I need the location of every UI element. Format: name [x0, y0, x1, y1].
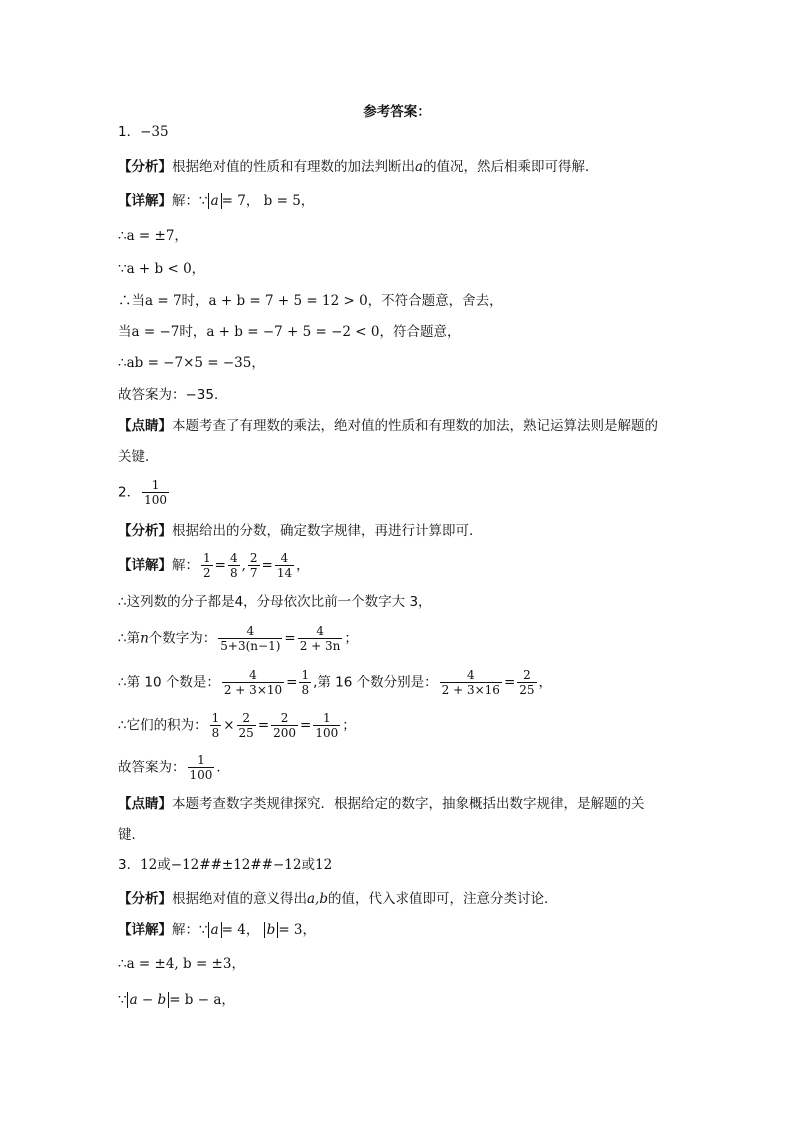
q1-case1-a: ∴当a = 7时， — [118, 293, 209, 309]
q3-line-vals: ∴a = ±4, b = ±3， — [118, 956, 245, 972]
q2-t16-frac-num: 4 — [440, 668, 502, 683]
q3-line-absdiff — [118, 990, 235, 1010]
q1-detail-text: 解：∵ — [172, 193, 208, 209]
q3-detail-tag: 【详解】 — [118, 922, 172, 938]
q2-nth-post: 个数字为： — [148, 630, 217, 647]
q2-product: ∴它们的积为： $\frac{1}{8}$ × $\frac{2}{25}$ = $\frac{2}{200}$ = $\frac{1}{100}$ ； — [118, 711, 356, 740]
q2-prod-frac-3-den: 200 — [273, 726, 297, 740]
q2-t16-frac — [440, 668, 502, 697]
q2-t10-result-den: 8 — [301, 683, 310, 697]
q2-final: 故答案为： $\frac{1}{100}$ ． — [118, 753, 230, 782]
q2-t10-result-num: 1 — [301, 668, 310, 682]
q2-prod-frac-4 — [313, 711, 340, 740]
q1-line-ab: ∴ab = −7×5 = −35， — [118, 355, 265, 371]
q2-frac-2 — [228, 551, 240, 580]
q2-t16-result-num: 2 — [517, 668, 536, 683]
q3-abs-b: b — [264, 922, 279, 938]
q2-frac-2-den: 8 — [229, 566, 238, 580]
q1-analysis-text-post: 的值况，然后相乘即可得解． — [423, 159, 599, 175]
q2-nth-end: ； — [344, 630, 358, 647]
q3-eq4: = 4， — [221, 922, 260, 938]
q2-frac-1 — [201, 551, 213, 580]
q2-analysis-text: 根据给出的分数，确定数字规律，再进行计算即可． — [172, 523, 483, 539]
q2-t16-result-den: 25 — [519, 683, 535, 697]
q3-eq3: = 3， — [278, 922, 317, 938]
q2-detail-tag: 【详解】 — [118, 557, 172, 574]
q3-analysis-text-post: 的值，代入求值即可，注意分类讨论． — [327, 891, 558, 907]
q3-analysis — [118, 889, 557, 909]
q2-prod-frac-4-den: 100 — [315, 726, 339, 740]
q1-detail-intro — [118, 191, 314, 211]
q2-answer-numerator: 1 — [142, 478, 169, 493]
q2-answer-line — [118, 478, 171, 507]
q2-comment-tag: 【点睛】 — [118, 796, 172, 812]
q3-answer-line — [118, 855, 332, 875]
q3-number: 3． — [118, 857, 141, 873]
q1-answer: −35 — [140, 124, 169, 140]
q2-t16-frac-den: 2 + 3×16 — [441, 683, 500, 697]
q1-eq7: = 7， — [221, 193, 260, 209]
q2-nth-frac-2 — [298, 624, 343, 653]
q2-answer-fraction — [142, 478, 169, 507]
q2-t10-frac-den: 2 + 3×10 — [223, 683, 283, 697]
q2-frac-1-num: 1 — [203, 551, 211, 565]
q2-prod-frac-1-num: 1 — [211, 711, 220, 725]
q2-nth-frac-1-den: 5+3(n−1) — [220, 639, 281, 653]
q2-t10-pre: ∴第 10 个数是： — [118, 674, 220, 691]
q2-nth-frac-2-num: 4 — [298, 624, 343, 639]
q2-prod-frac-2-den: 25 — [238, 726, 254, 740]
q2-analysis-tag: 【分析】 — [118, 523, 172, 539]
q2-nth-pre: ∴第 — [118, 630, 141, 647]
q2-frac-1-den: 2 — [203, 566, 211, 580]
q1-analysis-text-pre: 根据绝对值的性质和有理数的加法判断出 — [172, 159, 415, 175]
q2-nth: ∴第n个数字为： $\frac{4}{5+3(n-1)}$ = $\frac{4}{2 + 3n}$ ； — [118, 624, 358, 653]
q3-analysis-var: a,b — [307, 891, 328, 907]
q1-abs-a: a — [208, 193, 222, 209]
q2-final-pre: 故答案为： — [118, 759, 186, 776]
q2-analysis — [118, 521, 483, 541]
q2-final-frac-den: 100 — [189, 768, 213, 782]
q3-detail-text: 解：∵ — [172, 922, 208, 938]
q2-prod-frac-1-den: 8 — [211, 726, 220, 740]
q2-frac-3 — [248, 551, 260, 580]
q3-absdiff-post: = b − a， — [169, 992, 235, 1008]
q1-line-cond: ∵a + b < 0， — [118, 261, 206, 277]
q3-analysis-text-pre: 根据绝对值的意义得出 — [172, 891, 307, 907]
q1-comment-text: 本题考查了有理数的乘法，绝对值的性质和有理数的加法，熟记运算法则是解题的 — [172, 418, 658, 434]
q2-final-frac-num: 1 — [188, 753, 215, 768]
q3-analysis-tag: 【分析】 — [118, 891, 172, 907]
q3-detail-intro — [118, 920, 316, 940]
q2-prod-frac-3-num: 2 — [271, 711, 298, 726]
q2-t16-pre: ,第 16 个数分别是： — [313, 674, 438, 691]
q2-comment-cont: 键． — [118, 827, 145, 843]
q1-detail-tag: 【详解】 — [118, 193, 172, 209]
q1-case2-b: a + b = −7 + 5 = −2 < 0 — [206, 324, 380, 340]
q1-final: 故答案为：−35． — [118, 387, 228, 403]
q1-line-a-pm7: ∴a = ±7， — [118, 228, 188, 244]
q1-line-case1 — [118, 291, 503, 311]
q1-case2-c: ，符合题意， — [379, 324, 461, 340]
q2-t10-frac — [222, 668, 284, 697]
q2-comment-text: 本题考查数字类规律探究．根据给定的数字，抽象概括出数字规律，是解题的关 — [172, 796, 645, 812]
q2-frac-4-den: 14 — [276, 566, 293, 580]
q2-prod-frac-3 — [271, 711, 298, 740]
q2-rule: ∴这列数的分子都是4，分母依次比前一个数字大 3， — [118, 594, 432, 610]
q1-answer-line — [118, 122, 169, 142]
q2-nth-var: n — [140, 630, 149, 647]
q2-prod-frac-2 — [237, 711, 256, 740]
q2-nth-frac-2-den: 2 + 3n — [299, 639, 341, 653]
q2-comment — [118, 794, 645, 814]
q2-detail-intro: 【详解】解： $\frac{1}{2}$ = $\frac{4}{8}$ , $\frac{2}{7}$ = $\frac{4}{14}$ ， — [118, 551, 310, 580]
q2-final-frac — [188, 753, 215, 782]
q2-terms: ∴第 10 个数是： $\frac{4}{2 + 3\times 10}$ = $\frac{1}{8}$ ,第 16 个数分别是： $\frac{4}{2 + 3\times 16}$ = $\frac{2}{25}$ ， — [118, 668, 553, 697]
q2-frac-4 — [275, 551, 294, 580]
q2-t10-result — [299, 668, 311, 697]
q2-product-pre: ∴它们的积为： — [118, 717, 208, 734]
q1-case1-b: a + b = 7 + 5 = 12 > 0 — [208, 293, 368, 309]
q2-nth-frac-1-num: 4 — [218, 624, 282, 639]
q2-prod-frac-1 — [210, 711, 222, 740]
q2-detail-text: 解： — [172, 557, 199, 574]
q1-case2-a: 当a = −7时， — [118, 324, 207, 340]
q3-absdiff-pre: ∵ — [118, 992, 127, 1008]
q2-t16-result — [517, 668, 536, 697]
q1-analysis — [118, 157, 599, 177]
q2-nth-frac-1 — [218, 624, 282, 653]
q1-number: 1． — [118, 124, 141, 140]
q2-frac-2-num: 4 — [229, 551, 238, 565]
q2-frac-3-num: 2 — [249, 551, 258, 565]
q2-prod-frac-4-num: 1 — [313, 711, 340, 726]
q1-case1-c: ，不符合题意，舍去， — [367, 293, 503, 309]
q3-answer: 12或−12##±12##−12或12 — [140, 857, 333, 873]
q1-comment-tag: 【点睛】 — [118, 418, 172, 434]
q1-line-case2 — [118, 322, 460, 342]
q2-frac-4-num: 4 — [275, 551, 294, 566]
q2-frac-3-den: 7 — [249, 566, 258, 580]
q1-comment-cont: 关键． — [118, 449, 159, 465]
q2-answer-denominator: 100 — [144, 493, 167, 507]
q3-abs-a: a — [208, 922, 222, 938]
q3-absdiff-inner: a − b — [127, 992, 170, 1008]
q2-t10-frac-num: 4 — [222, 668, 284, 683]
q1-b5: b = 5， — [263, 193, 315, 209]
page-title: 参考答案： — [363, 104, 431, 120]
q2-number: 2． — [118, 484, 141, 501]
q1-analysis-tag: 【分析】 — [118, 159, 172, 175]
q1-comment — [118, 416, 658, 436]
q1-analysis-var: a — [415, 159, 424, 175]
q2-prod-frac-2-num: 2 — [237, 711, 256, 726]
